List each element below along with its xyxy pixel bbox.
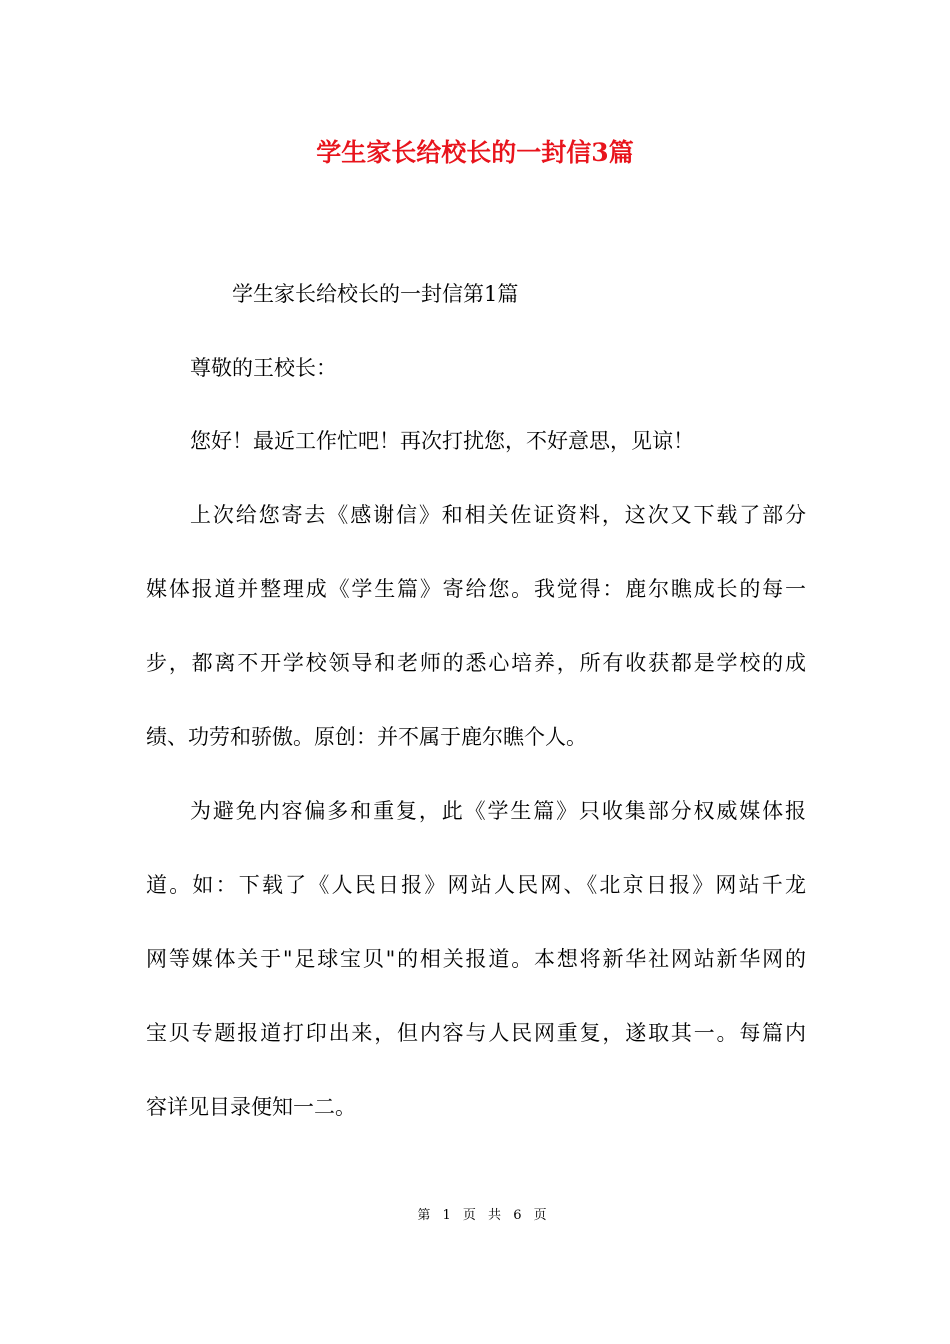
paragraph-line: 上次给您寄去《感谢信》和相关佐证资料，这次又下载了部分: [190, 503, 806, 527]
paragraph-line: 网等媒体关于"足球宝贝"的相关报道。本想将新华社网站新华网的: [146, 947, 806, 971]
paragraph-line: 宝贝专题报道打印出来，但内容与人民网重复，遂取其一。每篇内: [146, 1021, 806, 1045]
letter-heading: 学生家长给校长的一封信第1篇: [232, 282, 519, 306]
paragraph-line: 您好！最近工作忙吧！再次打扰您，不好意思，见谅！: [190, 429, 694, 453]
paragraph-thanks: [146, 478, 806, 774]
paragraph-line: 绩、功劳和骄傲。原创：并不属于鹿尔瞧个人。: [146, 725, 587, 749]
document-title: 学生家长给校长的一封信3篇: [316, 138, 634, 167]
paragraph-line: 媒体报道并整理成《学生篇》寄给您。我觉得：鹿尔瞧成长的每一: [146, 577, 806, 601]
paragraph-greeting: [146, 404, 806, 478]
paragraph-line: 道。如：下载了《人民日报》网站人民网、《北京日报》网站千龙: [146, 873, 806, 897]
paragraph-line: 步，都离不开学校领导和老师的悉心培养，所有收获都是学校的成: [146, 651, 806, 675]
paragraph-media: [146, 774, 806, 1144]
paragraph-line: 为避免内容偏多和重复，此《学生篇》只收集部分权威媒体报: [190, 799, 806, 823]
page-indicator: 第 1 页 共 6 页: [417, 1208, 551, 1223]
paragraph-line: 容详见目录便知一二。: [146, 1095, 356, 1119]
letter-salutation: 尊敬的王校长：: [190, 356, 337, 380]
